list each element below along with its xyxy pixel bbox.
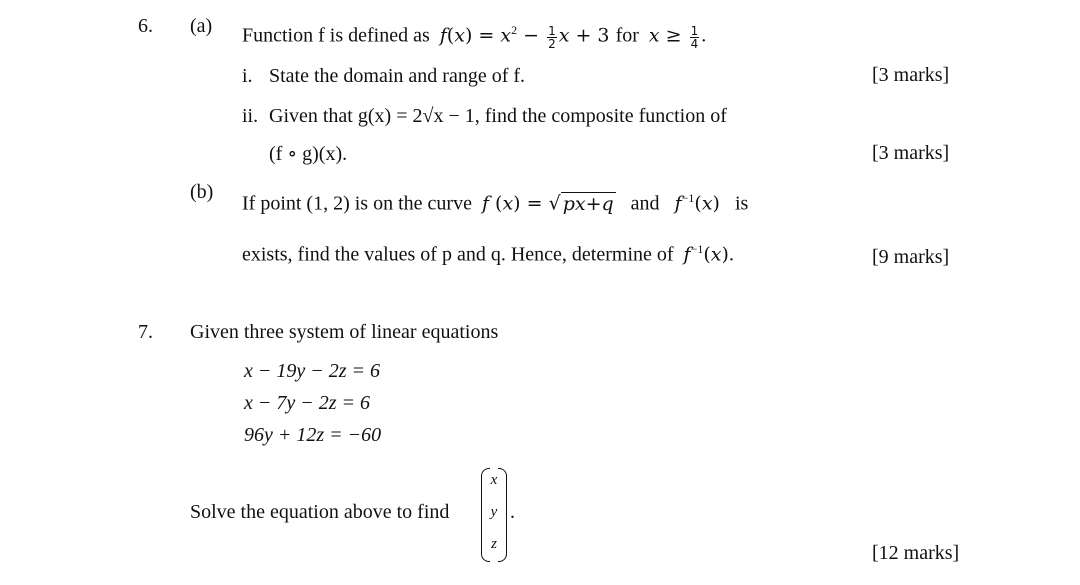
q6a-i-label: i. [242, 65, 253, 87]
part-a-label: (a) [190, 15, 213, 37]
q6a-ii-marks: [3 marks] [872, 142, 950, 164]
vector-y: y [490, 504, 498, 520]
q6b-and: and [630, 192, 660, 215]
q6a-statement: Function f is defined as $f(x) = x^2$ − $\frac{1}{2}$ x + 3 for x ≥ $\frac{1}{4}$ . [242, 23, 707, 51]
equation-3: 96y + 12z = −60 [244, 424, 382, 446]
vector-x: x [490, 472, 498, 488]
q6a-intro: Function f is defined as [242, 24, 430, 47]
question-number-7: 7. [138, 321, 153, 343]
q6b-line2: exists, find the values of p and q. Hence, determine of $f^{-1}(x)$. [242, 242, 734, 266]
q6a-i-text: State the domain and range of f. [269, 65, 526, 87]
equation-1: x − 19y − 2z = 6 [244, 360, 381, 382]
q6a-ii-text2: (f ∘ g)(x). [269, 143, 348, 165]
q6a-ii-text: Given that g(x) = 2√x − 1, find the composite function of [269, 105, 727, 127]
q7-solve-text: Solve the equation above to find [190, 501, 450, 523]
q6a-ii-label: ii. [242, 105, 259, 127]
q6b-marks: [9 marks] [872, 246, 950, 268]
q6b-line1-pre: If point (1, 2) is on the curve [242, 192, 472, 215]
q6b-is: is [734, 192, 749, 215]
q7-intro: Given three system of linear equations [190, 321, 499, 343]
vector-z: z [491, 536, 497, 552]
equation-2: x − 7y − 2z = 6 [244, 392, 371, 414]
q6a-i-marks: [3 marks] [872, 64, 950, 86]
q7-period: . [510, 501, 515, 523]
column-vector [481, 468, 507, 560]
q6b-line1: If point (1, 2) is on the curve f (x) = √ px+q and $f^{-1}(x)$ is [242, 191, 749, 215]
q7-marks: [12 marks] [872, 542, 960, 564]
part-b-label: (b) [190, 181, 214, 203]
q6a-for: for [615, 24, 639, 47]
q6b-line2-text: exists, find the values of p and q. Hence, determine of [242, 243, 674, 266]
question-number-6: 6. [138, 15, 153, 37]
